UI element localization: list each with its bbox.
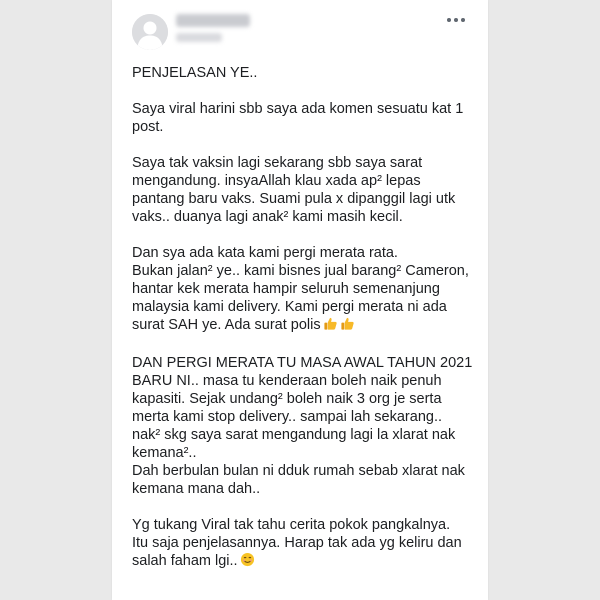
post-line: post. (132, 119, 164, 135)
post-card (112, 0, 488, 600)
post-line: mengandung. insyaAllah klau xada ap² lepas (132, 173, 421, 189)
post-paragraph (132, 516, 476, 572)
post-line: Saya viral harini sbb saya ada komen sesuatu kat 1 (132, 101, 464, 117)
post-paragraph (132, 354, 476, 498)
more-options-button[interactable] (444, 12, 468, 28)
post-line: Dan sya ada kata kami pergi merata rata. (132, 245, 398, 261)
more-dot (461, 18, 465, 22)
post-line: pantang baru vaks. Suami pula x dipanggil lagi utk (132, 191, 456, 207)
avatar[interactable] (132, 14, 168, 50)
post-line: surat SAH ye. Ada surat polis (132, 317, 321, 333)
post-paragraph (132, 100, 476, 136)
smiling-face-icon (240, 552, 255, 572)
post-line: salah faham lgi.. (132, 553, 238, 569)
author-name[interactable] (176, 14, 250, 27)
post-paragraph (132, 244, 476, 336)
post-line: vaks.. duanya lagi anak² kami masih kecil. (132, 209, 403, 225)
post-paragraph (132, 154, 476, 226)
more-dot (454, 18, 458, 22)
post-line-with-emoji (132, 316, 476, 336)
post-line: Itu saja penjelasannya. Harap tak ada yg keliru dan (132, 535, 462, 551)
post-line: DAN PERGI MERATA TU MASA AWAL TAHUN 2021 (132, 355, 473, 371)
thumbs-up-icon (340, 316, 355, 336)
post-line: Yg tukang Viral tak tahu cerita pokok pangkalnya. (132, 517, 451, 533)
post-line: hantar kek merata hampir seluruh semenanjung (132, 281, 440, 297)
post-line: kapasiti. Sejak undang² boleh naik 3 org je serta (132, 391, 442, 407)
post-line: Dah berbulan bulan ni dduk rumah sebab xlarat nak (132, 463, 465, 479)
post-line: kemana mana dah.. (132, 481, 261, 497)
post-line-with-emoji (132, 552, 476, 572)
thumbs-up-icon (323, 316, 338, 336)
post-line: BARU NI.. masa tu kenderaan boleh naik penuh (132, 373, 442, 389)
post-line: nak² skg saya sarat mengandung lagi la xlarat nak (132, 427, 456, 443)
post-header (112, 0, 488, 54)
post-line: merta kami stop delivery.. sampai lah sekarang.. (132, 409, 443, 425)
post-line: kemana².. (132, 445, 197, 461)
post-line: malaysia kami delivery. Kami pergi merata ni ada (132, 299, 447, 315)
post-body (132, 64, 476, 590)
default-avatar-icon (132, 14, 168, 50)
post-line: PENJELASAN YE.. (132, 65, 258, 81)
post-paragraph (132, 64, 476, 82)
post-line: Saya tak vaksin lagi sekarang sbb saya sarat (132, 155, 423, 171)
more-dot (447, 18, 451, 22)
post-timestamp[interactable] (176, 33, 222, 42)
post-line: Bukan jalan² ye.. kami bisnes jual barang² Cameron, (132, 263, 469, 279)
